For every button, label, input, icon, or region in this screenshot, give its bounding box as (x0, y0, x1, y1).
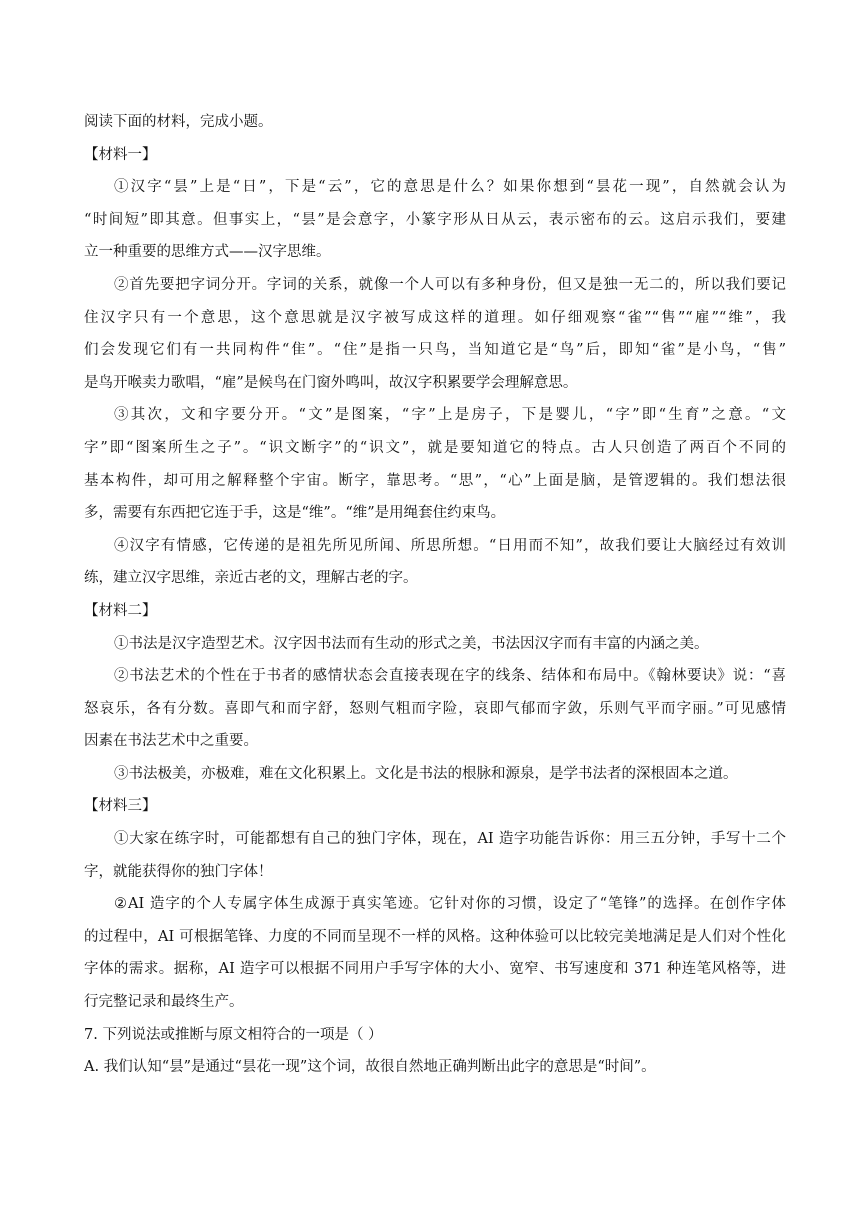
intro-text: 阅读下面的材料，完成小题。 (84, 114, 273, 130)
question-stem: 7. 下列说法或推断与原文相符合的一项是（ ） (84, 1026, 383, 1043)
material-3-line: 字体的需求。据称，AI 造字可以根据不同用户手写字体的大小、宽窄、书写速度和 371 种连笔风格等，进 (84, 961, 786, 978)
material-2-line: 怒哀乐，各有分数。喜即气和而字舒，怒则气粗而字险，哀即气郁而字敛，乐则气平而字丽。”可见感情 (84, 700, 786, 717)
material-2-line: ③书法极美，亦极难，难在文化积累上。文化是书法的根脉和源泉，是学书法者的深根固本之道。 (114, 765, 738, 782)
material-3-line: 字，就能获得你的独门字体！ (84, 863, 273, 880)
material-2-heading: 【材料二】 (84, 602, 157, 619)
material-2-line: ①书法是汉字造型艺术。汉字因书法而有生动的形式之美，书法因汉字而有丰富的内涵之美。 (114, 635, 709, 652)
material-3-line: ①大家在练字时，可能都想有自己的独门字体，现在，AI 造字功能告诉你：用三五分钟，手写十二个 (114, 831, 786, 848)
material-1-line: 住汉字只有一个意思，这个意思就是汉字被写成这样的道理。如仔细观察“雀”“售”“雇”“维”，我 (84, 309, 786, 326)
material-3-line: ②AI 造字的个人专属字体生成源于真实笔迹。它针对你的习惯，设定了“笔锋”的选择。在创作字体 (114, 896, 786, 913)
material-1-line: ①汉字“昙”上是“日”，下是“云”，它的意思是什么？如果你想到“昙花一现”，自然就会认为 (114, 179, 786, 196)
material-2-line: 因素在书法艺术中之重要。 (84, 733, 258, 750)
material-1-line: ②首先要把字词分开。字词的关系，就像一个人可以有多种身份，但又是独一无二的，所以我们要记 (114, 276, 786, 293)
material-1-line: ④汉字有情感，它传递的是祖先所见所闻、所思所想。“日用而不知”，故我们要让大脑经过有效训 (114, 537, 786, 554)
material-3-heading: 【材料三】 (84, 798, 157, 815)
material-1-line: 们会发现它们有一共同构件“隹”。“住”是指一只鸟，当知道它是“鸟”后，即知“雀”是小鸟，“售” (84, 342, 786, 359)
material-1-line: 字”即“图案所生之子”。“识文断字”的“识文”，就是要知道它的特点。古人只创造了两百个不同的 (84, 439, 786, 456)
material-1-line: 练，建立汉字思维，亲近古老的文，理解古老的字。 (84, 570, 418, 587)
material-1-line: 多，需要有东西把它连于手，这是“维”。“维”是用绳套住约束鸟。 (84, 505, 506, 522)
material-1-line: 立一种重要的思维方式——汉字思维。 (84, 244, 331, 261)
material-1-heading: 【材料一】 (84, 146, 157, 163)
material-2-line: ②书法艺术的个性在于书者的感情状态会直接表现在字的线条、结体和布局中。《翰林要诀》说：“喜 (114, 668, 786, 685)
material-3-line: 行完整记录和最终生产。 (84, 994, 244, 1011)
question-option-a: A. 我们认知“昙”是通过“昙花一现”这个词，故很自然地正确判断出此字的意思是“时间”。 (84, 1059, 656, 1076)
material-1-line: 是鸟开喉卖力歌唱，“雇”是候鸟在门窗外鸣叫，故汉字积累要学会理解意思。 (84, 374, 578, 391)
material-1-line: 基本构件，却可用之解释整个宇宙。断字，靠思考。“思”，“心”上面是脑，是管逻辑的。我们想法很 (84, 472, 786, 489)
material-1-line: “时间短”即其意。但事实上，“昙”是会意字，小篆字形从日从云，表示密布的云。这启示我们，要建 (84, 211, 786, 228)
document-page (84, 106, 786, 1084)
material-1-line: ③其次，文和字要分开。“文”是图案，“字”上是房子，下是婴儿，“字”即“生育”之意。“文 (114, 407, 786, 424)
material-3-line: 的过程中，AI 可根据笔锋、力度的不同而呈现不一样的风格。这种体验可以比较完美地满足是人们对个性化 (84, 928, 786, 945)
